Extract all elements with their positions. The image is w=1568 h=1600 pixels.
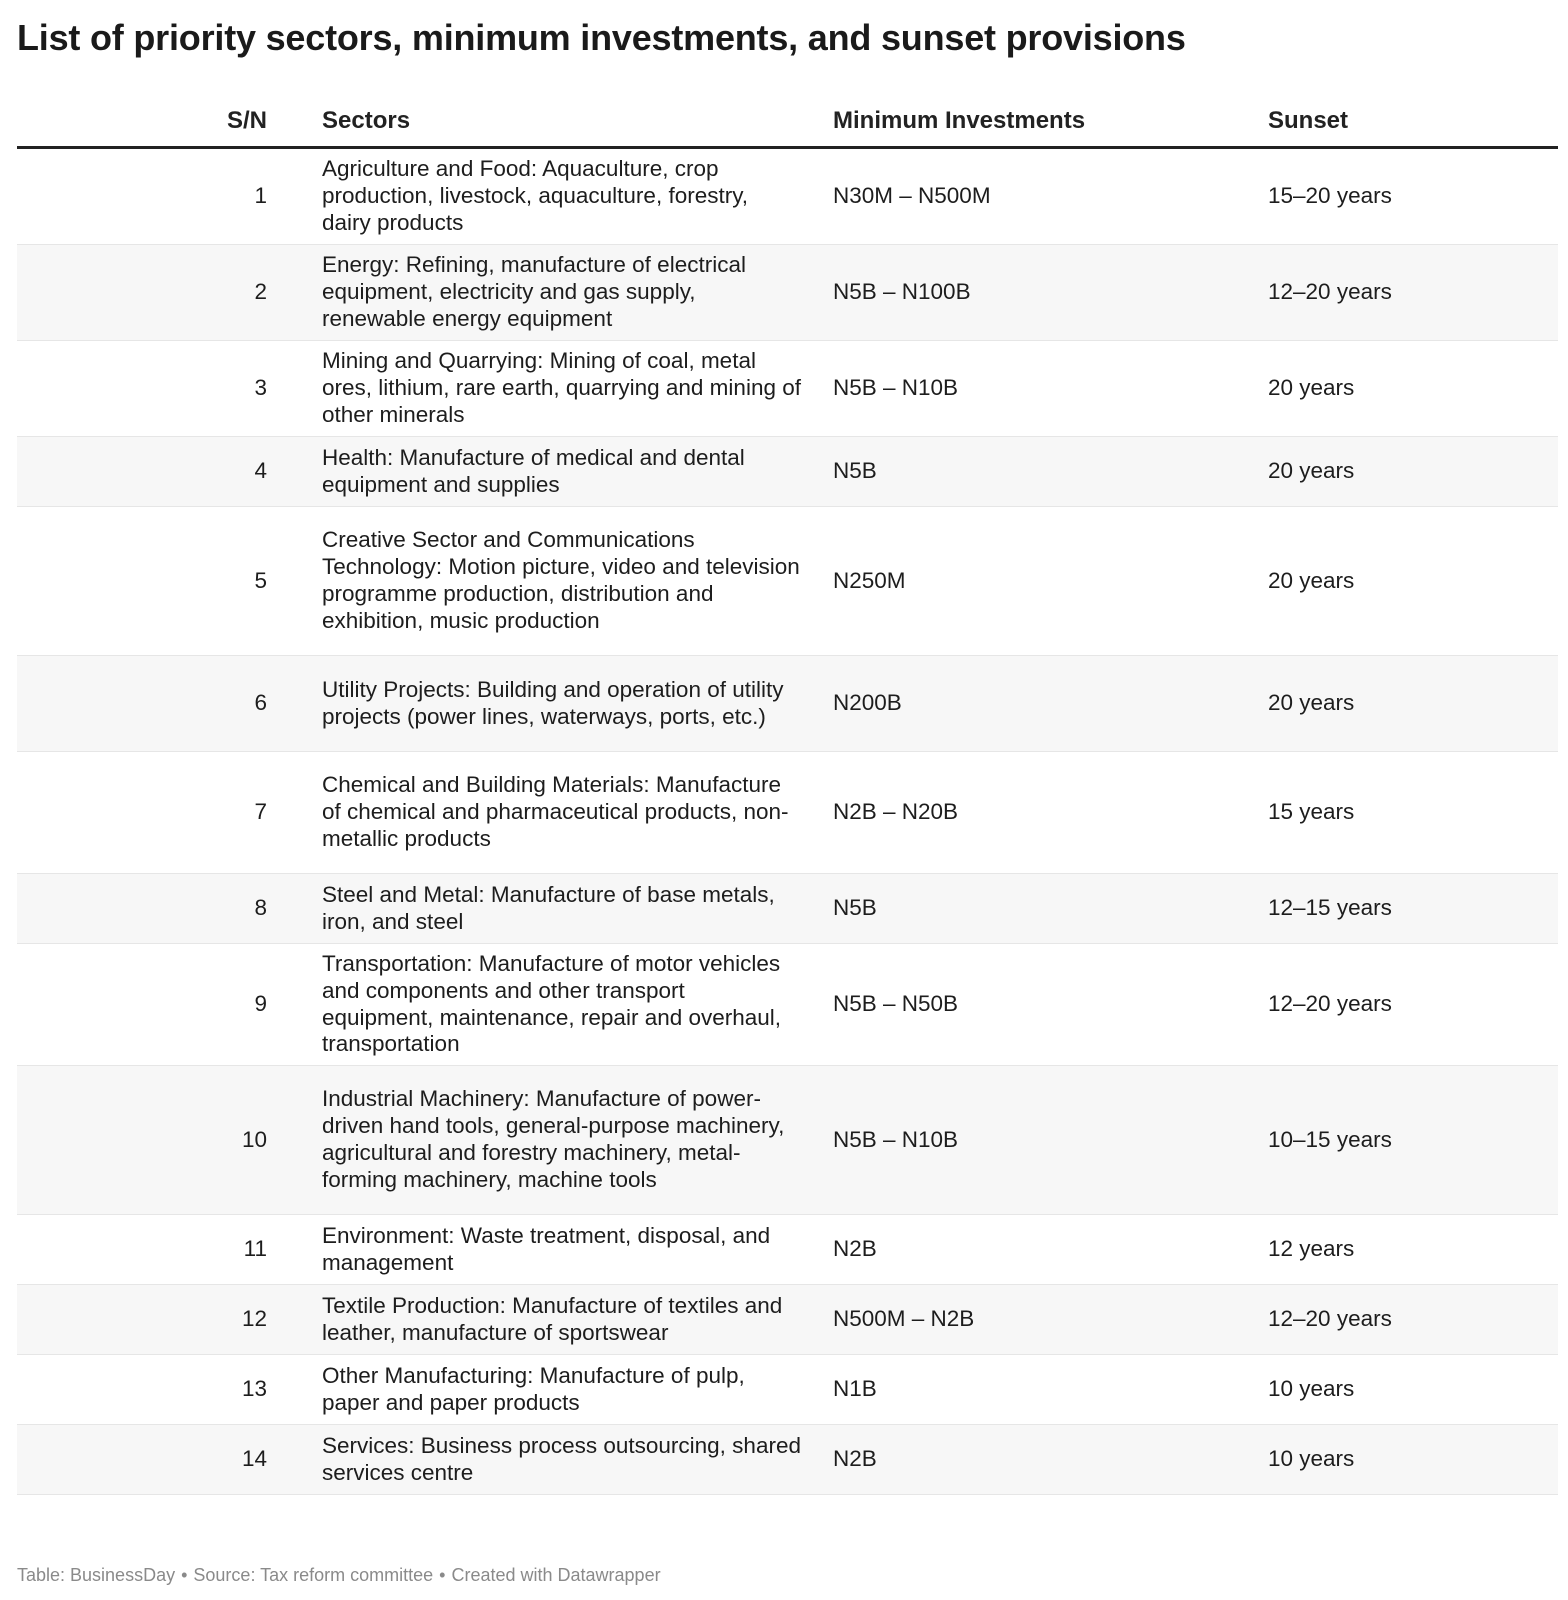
- cell-sunset: 20 years: [1268, 458, 1355, 484]
- cell-sn: 1: [254, 183, 267, 209]
- cell-sector: Textile Production: Manufacture of textiles and leather, manufacture of sportswear: [322, 1292, 783, 1345]
- table-body: [17, 149, 1558, 1495]
- page-title: List of priority sectors, minimum investments, and sunset provisions: [17, 17, 1186, 58]
- header-minimum-investments: Minimum Investments: [833, 106, 1086, 134]
- cell-sector: Agriculture and Food: Aquaculture, crop production, livestock, aquaculture, forestry, dairy products: [322, 156, 749, 235]
- cell-sunset: 10 years: [1268, 1446, 1355, 1472]
- cell-sector: Other Manufacturing: Manufacture of pulp, paper and paper products: [322, 1362, 745, 1415]
- cell-minimum-investment: N250M: [833, 567, 906, 593]
- cell-minimum-investment: N30M – N500M: [833, 183, 991, 209]
- cell-sector: Industrial Machinery: Manufacture of power-driven hand tools, general-purpose machinery, agricultural and forestry machinery, metal-forming machinery, machine tools: [322, 1086, 785, 1192]
- table-row: [17, 1285, 1558, 1355]
- table-row: [17, 944, 1558, 1066]
- cell-sector: Services: Business process outsourcing, shared services centre: [322, 1432, 801, 1485]
- cell-sunset: 20 years: [1268, 567, 1355, 593]
- cell-minimum-investment: N5B: [833, 895, 877, 921]
- cell-minimum-investment: N5B – N10B: [833, 1126, 959, 1152]
- header-sn: S/N: [226, 106, 267, 134]
- table-row: [17, 341, 1558, 437]
- cell-minimum-investment: N1B: [833, 1376, 877, 1402]
- table-row: [17, 507, 1558, 656]
- cell-sn: 10: [241, 1126, 267, 1152]
- cell-minimum-investment: N5B – N10B: [833, 375, 959, 401]
- cell-sunset: 12 years: [1268, 1236, 1355, 1262]
- data-table: [17, 95, 1558, 1495]
- cell-sunset: 15 years: [1268, 799, 1355, 825]
- cell-sunset: 12–15 years: [1268, 895, 1392, 921]
- cell-sn: 11: [243, 1236, 267, 1262]
- cell-sunset: 10 years: [1268, 1376, 1355, 1402]
- footer-separator: •: [439, 1565, 446, 1585]
- cell-minimum-investment: N2B: [833, 1446, 877, 1472]
- cell-sunset: 10–15 years: [1268, 1126, 1392, 1152]
- table-row: [17, 1355, 1558, 1425]
- cell-sn: 6: [254, 690, 267, 716]
- header-sectors: Sectors: [322, 106, 411, 134]
- cell-sn: 5: [254, 567, 267, 593]
- table-row: [17, 1066, 1558, 1215]
- footer-credits: [17, 1563, 661, 1587]
- cell-sn: 2: [254, 279, 267, 305]
- cell-sunset: 20 years: [1268, 375, 1355, 401]
- cell-sn: 12: [241, 1306, 267, 1332]
- cell-sn: 3: [254, 375, 267, 401]
- table-row: [17, 656, 1558, 752]
- cell-minimum-investment: N500M – N2B: [833, 1306, 975, 1332]
- cell-minimum-investment: N5B: [833, 458, 877, 484]
- cell-sector: Steel and Metal: Manufacture of base metals, iron, and steel: [322, 881, 775, 934]
- header-sunset: Sunset: [1268, 106, 1349, 134]
- cell-sn: 13: [241, 1376, 267, 1402]
- cell-minimum-investment: N5B – N50B: [833, 991, 959, 1017]
- table-row: [17, 1215, 1558, 1285]
- table-row: [17, 437, 1558, 507]
- cell-sn: 14: [241, 1446, 267, 1472]
- cell-sector: Chemical and Building Materials: Manufacture of chemical and pharmaceutical products, non-metallic products: [322, 772, 789, 851]
- cell-sunset: 15–20 years: [1268, 183, 1392, 209]
- footer-table-credit: Table: BusinessDay: [17, 1565, 176, 1585]
- cell-sunset: 12–20 years: [1268, 991, 1392, 1017]
- cell-sunset: 12–20 years: [1268, 279, 1392, 305]
- footer-separator: •: [181, 1565, 188, 1585]
- cell-sn: 8: [254, 895, 267, 921]
- table-row: [17, 874, 1558, 944]
- cell-minimum-investment: N2B: [833, 1236, 877, 1262]
- table-header: [17, 95, 1558, 149]
- cell-sn: 9: [254, 991, 267, 1017]
- table-row: [17, 752, 1558, 874]
- cell-minimum-investment: N5B – N100B: [833, 279, 971, 305]
- table-row: [17, 245, 1558, 341]
- cell-sn: 4: [254, 458, 267, 484]
- footer-created-with: Created with Datawrapper: [451, 1565, 661, 1585]
- table-row: [17, 1425, 1558, 1495]
- cell-sector: Transportation: Manufacture of motor vehicles and components and other transport equipment, maintenance, repair and overhaul, transportation: [322, 950, 782, 1057]
- cell-minimum-investment: N200B: [833, 690, 902, 716]
- table-row: [17, 149, 1558, 245]
- cell-sector: Mining and Quarrying: Mining of coal, metal ores, lithium, rare earth, quarrying and mining of other minerals: [322, 348, 801, 427]
- cell-sector: Environment: Waste treatment, disposal, and management: [322, 1222, 771, 1275]
- cell-minimum-investment: N2B – N20B: [833, 799, 959, 825]
- cell-sunset: 12–20 years: [1268, 1306, 1392, 1332]
- cell-sector: Energy: Refining, manufacture of electrical equipment, electricity and gas supply, renewable energy equipment: [322, 252, 746, 331]
- cell-sector: Utility Projects: Building and operation of utility projects (power lines, waterways, ports, etc.): [322, 676, 784, 729]
- cell-sn: 7: [254, 799, 267, 825]
- cell-sector: Health: Manufacture of medical and dental equipment and supplies: [322, 444, 745, 497]
- footer-source: Source: Tax reform committee: [193, 1565, 434, 1585]
- cell-sunset: 20 years: [1268, 690, 1355, 716]
- cell-sector: Creative Sector and Communications Technology: Motion picture, video and television programme production, distribution and exhibition, music production: [322, 527, 800, 633]
